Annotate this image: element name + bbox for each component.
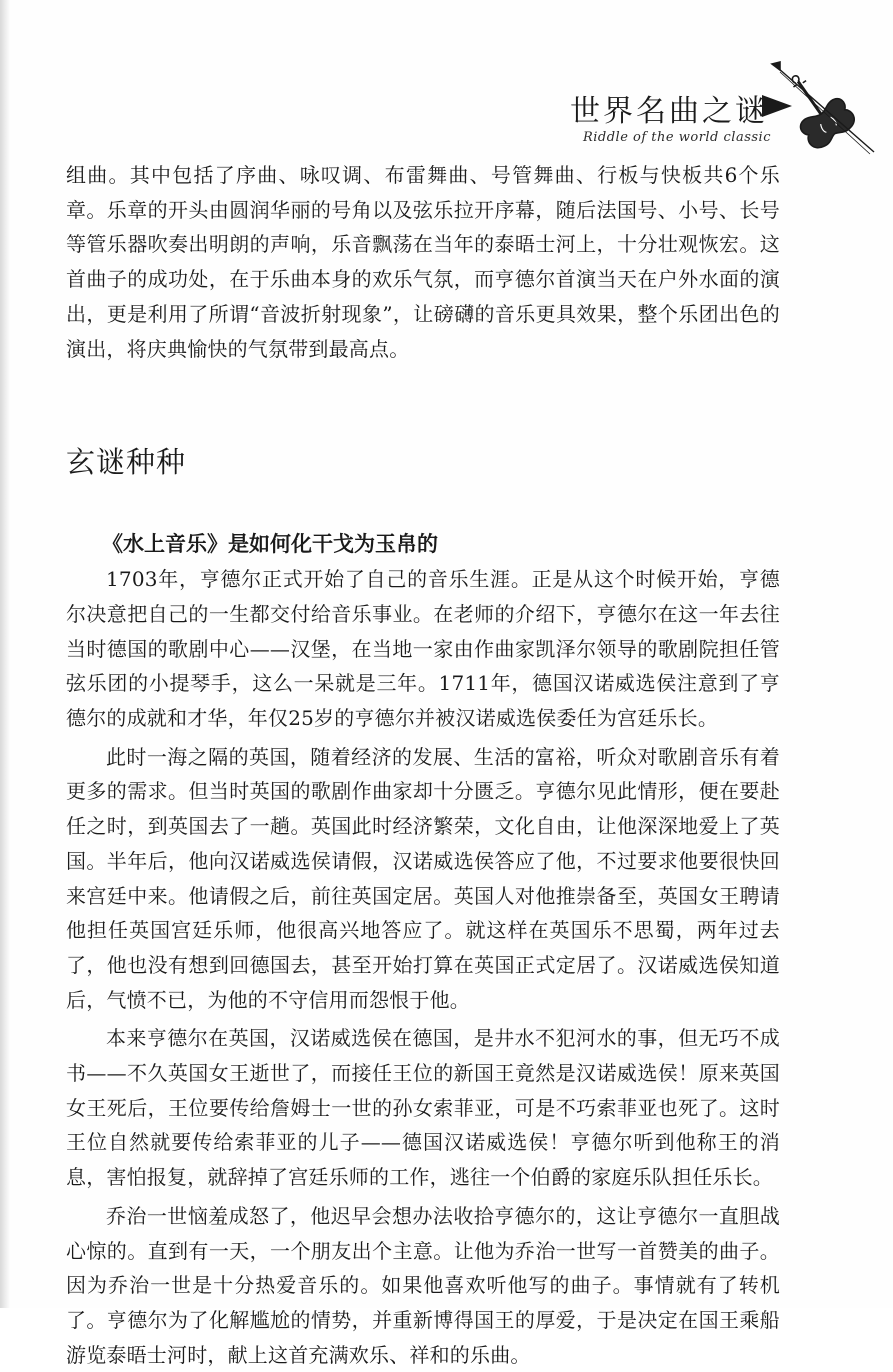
page-content [66,158,780,1372]
header-title: 世界名曲之谜 [570,94,768,129]
violin-icon [770,60,882,160]
running-header [0,0,893,160]
section-heading: 玄谜种种 [66,445,187,480]
sub-heading: 《水上音乐》是如何化干戈为玉帛的 [102,532,438,557]
body-paragraph-2: 此时一海之隔的英国，随着经济的发展、生活的富裕，听众对歌剧音乐有着更多的需求。但当时英国的歌剧作曲家却十分匮乏。亨德尔见此情形，便在要赴任之时，到英国去了一趟。英国此时经济繁荣，文化自由，让他深深地爱上了英国。半年后，他向汉诺威选侯请假，汉诺威选侯答应了他，不过要求他要很快回来宫廷中来。他请假之后，前往英国定居。英国人对他推崇备至，英国女王聘请他担任英国宫廷乐师，他很高兴地答应了。就这样在英国乐不思蜀，两年过去了，他也没有想到回德国去，甚至开始打算在英国正式定居了。汉诺威选侯知道后，气愤不已，为他的不守信用而怨恨于他。 [66,744,780,1012]
body-paragraph-1: 1703年，亨德尔正式开始了自己的音乐生涯。正是从这个时候开始，亨德尔决意把自己的一生都交付给音乐事业。在老师的介绍下，亨德尔在这一年去往当时德国的歌剧中心——汉堡，在当地一家由作曲家凯泽尔领导的歌剧院担任管弦乐团的小提琴手，这么一呆就是三年。1711年，德国汉诺威选侯注意到了亨德尔的成就和才华，年仅25岁的亨德尔并被汉诺威选侯委任为宫廷乐长。 [66,567,780,731]
body-paragraph-3: 本来亨德尔在英国，汉诺威选侯在德国，是井水不犯河水的事，但无巧不成书——不久英国女王逝世了，而接任王位的新国王竟然是汉诺威选侯！原来英国女王死后，王位要传给詹姆士一世的孙女索菲亚，可是不巧索菲亚也死了。这时王位自然就要传给索菲亚的儿子——德国汉诺威选侯！亨德尔听到他称王的消息，害怕报复，就辞掉了宫廷乐师的工作，逃往一个伯爵的家庭乐队担任乐长。 [66,1026,780,1190]
body-paragraph-4: 乔治一世恼羞成怒了，他迟早会想办法收拾亨德尔的，这让亨德尔一直胆战心惊的。直到有一天，一个朋友出个主意。让他为乔治一世写一首赞美的曲子。因为乔治一世是十分热爱音乐的。如果他喜欢听他写的曲子。事情就有了转机了。亨德尔为了化解尴尬的情势，并重新博得国王的厚爱，于是决定在国王乘船游览泰晤士河时，献上这首充满欢乐、祥和的乐曲。 [66,1203,780,1367]
intro-paragraph: 组曲。其中包括了序曲、咏叹调、布雷舞曲、号管舞曲、行板与快板共6个乐章。乐章的开头由圆润华丽的号角以及弦乐拉开序幕，随后法国号、小号、长号等管乐器吹奏出明朗的声响，乐音飘荡在当年的泰晤士河上，十分壮观恢宏。这首曲子的成功处，在于乐曲本身的欢乐气氛，而亨德尔首演当天在户外水面的演出，更是利用了所谓“音波折射现象”，让磅礴的音乐更具效果，整个乐团出色的演出，将庆典愉快的气氛带到最高点。 [66,163,780,361]
header-subtitle: Riddle of the world classic [582,130,771,145]
